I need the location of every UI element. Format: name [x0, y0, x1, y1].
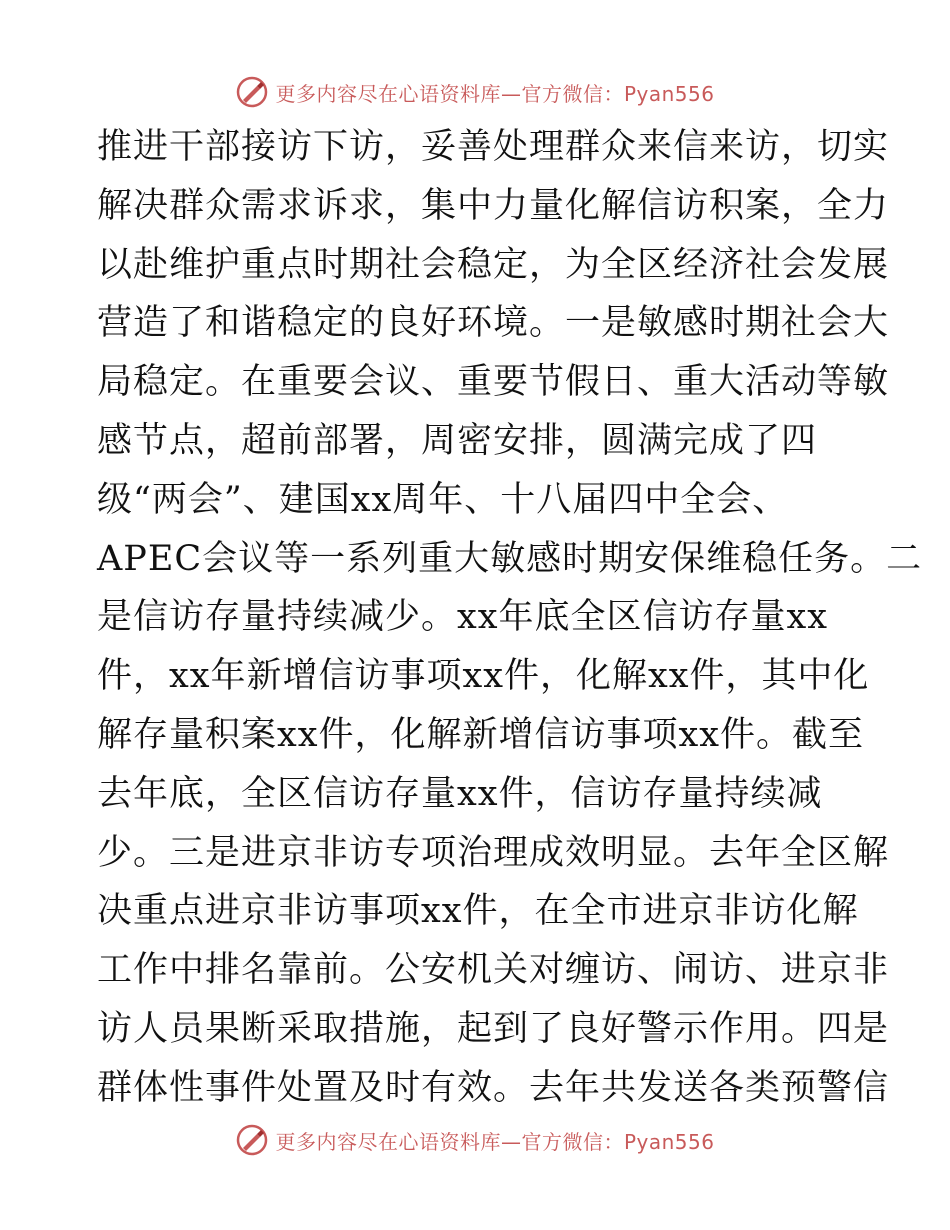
- text-line: 访人员果断采取措施，起到了良好警示作用。四是: [97, 1008, 890, 1049]
- text-line: 营造了和谐稳定的良好环境。一是敏感时期社会大: [97, 303, 890, 344]
- text-line: 是信访存量持续减少。xx年底全区信访存量xx: [97, 597, 828, 638]
- pen-logo-icon: [235, 75, 269, 109]
- text-line: 件，xx年新增信访事项xx件，化解xx件，其中化: [97, 656, 870, 697]
- header-watermark: [0, 70, 950, 114]
- text-line: 级“两会”、建国xx周年、十八届四中全会、: [97, 479, 789, 520]
- text-line: 感节点，超前部署，周密安排，圆满完成了四: [97, 420, 818, 461]
- text-line: APEC会议等一系列重大敏感时期安保维稳任务。二: [97, 538, 923, 579]
- text-line: 决重点进京非访事项xx件，在全市进京非访化解: [97, 891, 859, 932]
- text-line: 解存量积案xx件，化解新增信访事项xx件。截至: [97, 714, 864, 755]
- text-line: 解决群众需求诉求，集中力量化解信访积案，全力: [97, 185, 890, 226]
- document-body: [97, 118, 923, 1118]
- text-line: 工作中排名靠前。公安机关对缠访、闹访、进京非: [97, 950, 890, 991]
- text-line: 少。三是进京非访专项治理成效明显。去年全区解: [97, 832, 890, 873]
- text-line: 局稳定。在重要会议、重要节假日、重大活动等敏: [97, 362, 890, 403]
- text-line: 以赴维护重点时期社会稳定，为全区经济社会发展: [97, 244, 890, 285]
- watermark-text: 更多内容尽在心语资料库—官方微信：Pyan556: [275, 1129, 715, 1154]
- pen-logo-icon: [235, 1123, 269, 1157]
- text-line: 推进干部接访下访，妥善处理群众来信来访，切实: [97, 127, 890, 167]
- watermark-text: 更多内容尽在心语资料库—官方微信：Pyan556: [275, 81, 715, 106]
- text-line: 群体性事件处置及时有效。去年共发送各类预警信: [97, 1067, 890, 1108]
- footer-watermark: [0, 1118, 950, 1162]
- text-line: 去年底，全区信访存量xx件，信访存量持续减: [97, 773, 823, 814]
